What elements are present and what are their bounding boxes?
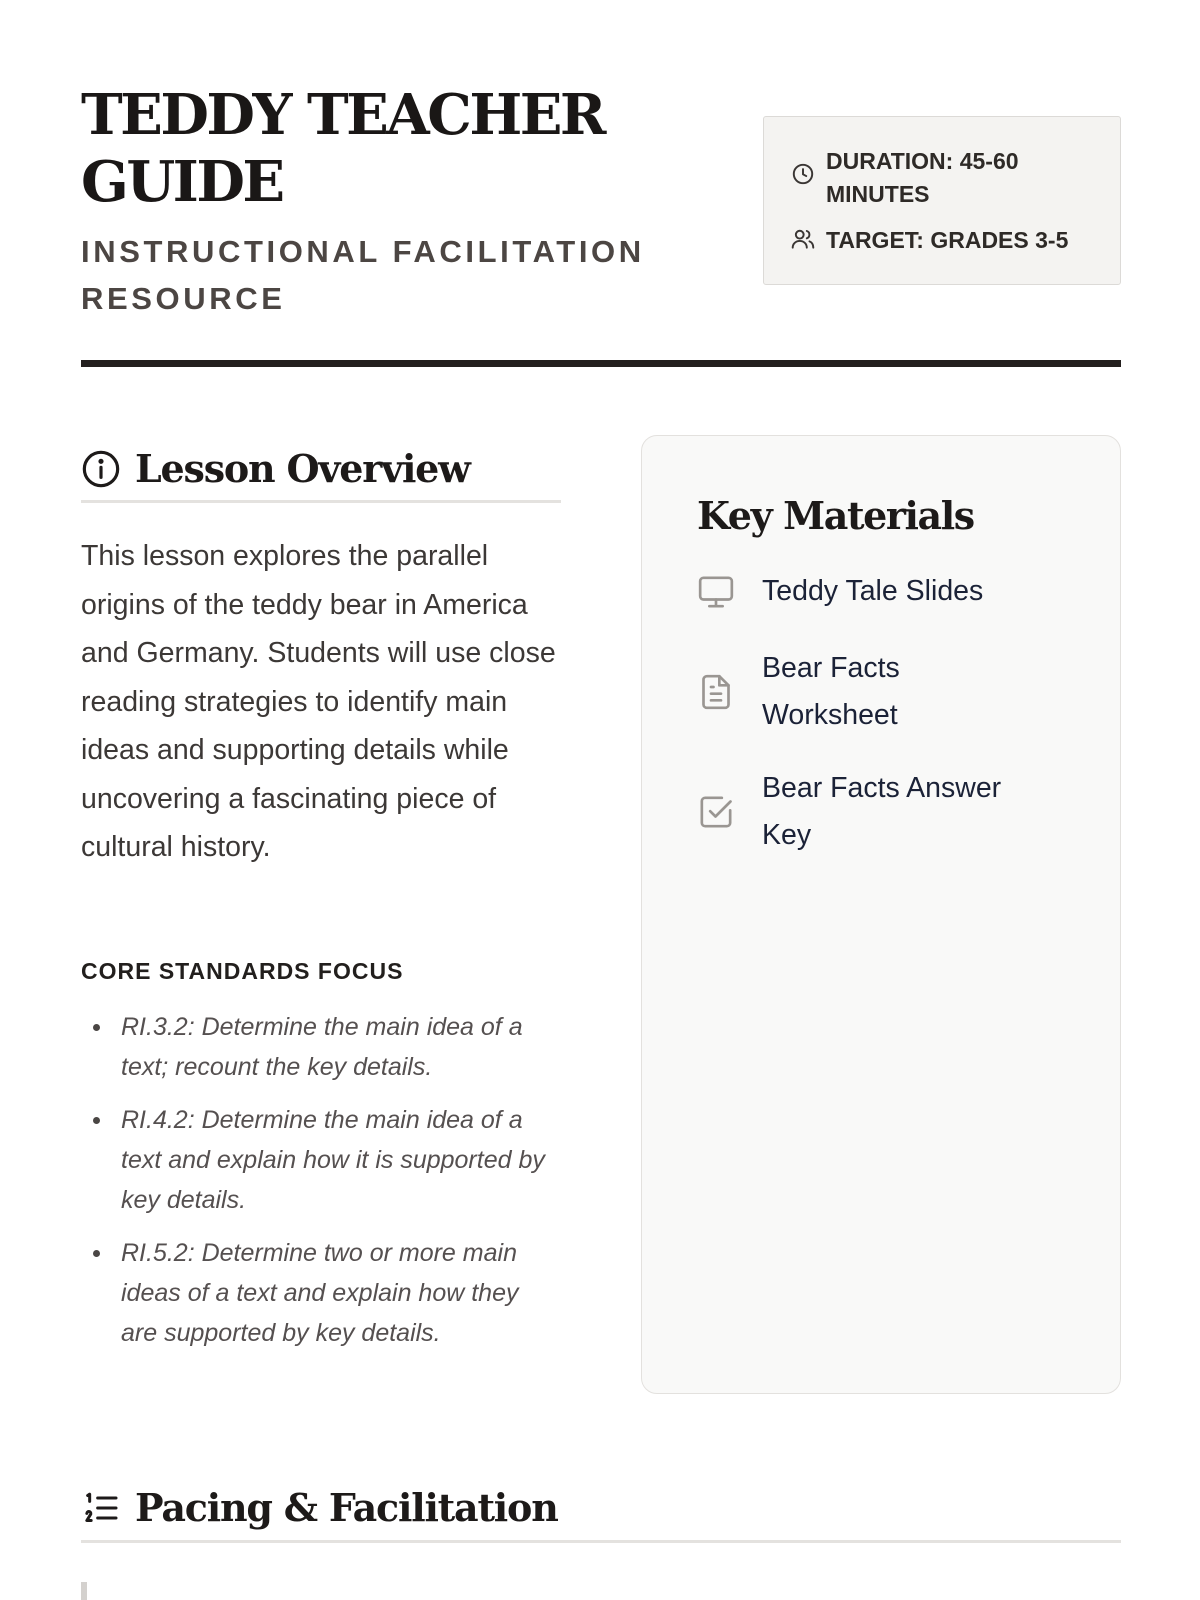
lesson-overview-title: Lesson Overview	[135, 445, 470, 491]
core-standards-label: CORE STANDARDS FOCUS	[81, 958, 404, 984]
material-label: Bear Facts Worksheet	[762, 652, 900, 731]
standard-item	[81, 1100, 561, 1220]
lesson-overview-heading	[81, 437, 561, 503]
material-label: Bear Facts Answer Key	[762, 772, 1002, 851]
page-title: TEDDY TEACHER GUIDE	[81, 82, 604, 215]
duration-text: DURATION: 45-60 MINUTES	[826, 148, 1019, 207]
standard-item	[81, 1233, 561, 1353]
lesson-overview-text: This lesson explores the parallel origins of the teddy bear in America and Germany. Students will use close reading strategies to identify main ideas and supporting details while uncovering a fascinating piece of cultural history.	[81, 540, 556, 863]
lesson-meta-box	[763, 116, 1121, 285]
standard-text: RI.3.2: Determine the main idea of a text; recount the key details.	[121, 1013, 523, 1081]
target-text: TARGET: GRADES 3-5	[826, 227, 1069, 253]
pacing-heading	[81, 1475, 1121, 1543]
material-link-answer-key[interactable]	[696, 765, 1052, 859]
clock-icon	[790, 161, 816, 187]
material-link-slides[interactable]	[696, 568, 1062, 615]
duration-row	[790, 145, 1096, 211]
target-row	[790, 224, 1096, 257]
document-icon	[696, 672, 736, 712]
bullet-icon	[93, 1250, 100, 1257]
key-materials-title: Key Materials	[697, 493, 974, 538]
bullet-icon	[93, 1024, 100, 1031]
material-label: Teddy Tale Slides	[762, 575, 984, 607]
monitor-icon	[696, 572, 736, 612]
pacing-title: Pacing & Facilitation	[135, 1484, 558, 1530]
material-link-worksheet[interactable]	[696, 645, 962, 739]
numbered-list-icon	[81, 1488, 121, 1528]
standard-text: RI.5.2: Determine two or more main ideas of a text and explain how they are supported by key details.	[121, 1239, 519, 1347]
page-header	[81, 82, 1121, 372]
info-circle-icon	[81, 449, 121, 489]
users-icon	[790, 226, 816, 252]
standard-text: RI.4.2: Determine the main idea of a text and explain how it is supported by key details.	[121, 1106, 545, 1214]
bullet-icon	[93, 1117, 100, 1124]
page-subtitle: INSTRUCTIONAL FACILITATION RESOURCE	[81, 234, 645, 316]
checkbox-icon	[696, 792, 736, 832]
pacing-step-bar	[81, 1582, 87, 1600]
standard-item	[81, 1007, 561, 1087]
header-divider	[81, 360, 1121, 367]
core-standards-list	[81, 1007, 561, 1366]
